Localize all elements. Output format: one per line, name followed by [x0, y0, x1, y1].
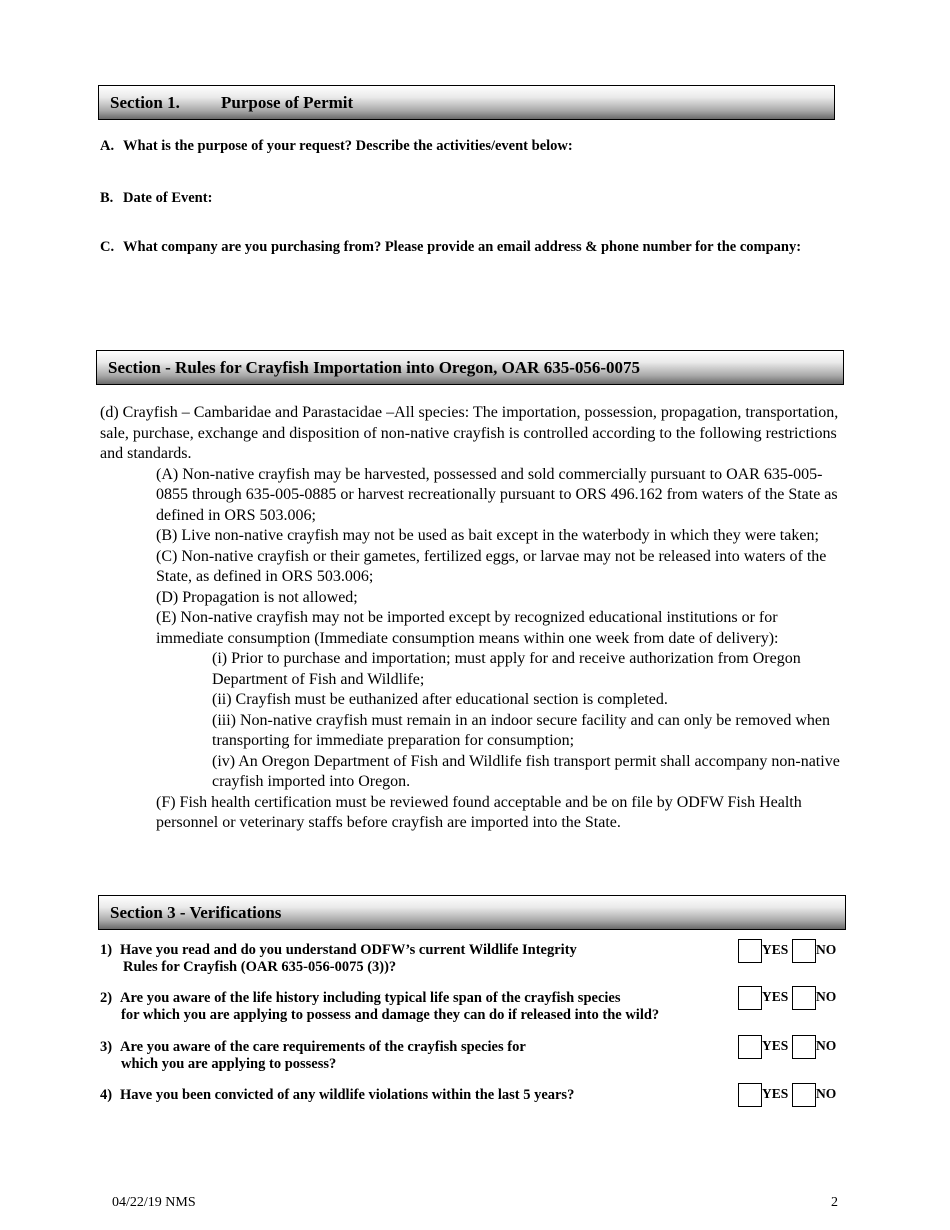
page-number: 2: [831, 1195, 838, 1210]
verification-3-line1: Are you aware of the care requirements of the crayfish species for: [120, 1039, 526, 1055]
verification-2-line2: for which you are applying to possess and damage they can do if released into the wild?: [121, 1007, 660, 1023]
rules-body: [100, 403, 848, 834]
no-label: NO: [816, 1038, 837, 1053]
question-c-letter: C.: [100, 239, 115, 255]
question-c: [100, 239, 801, 256]
yes-checkbox[interactable]: [738, 986, 762, 1010]
verification-1-line1: Have you read and do you understand ODFW’s current Wildlife Integrity: [120, 942, 577, 958]
question-a: [100, 138, 573, 155]
section3-title: Section 3 - Verifications: [110, 903, 282, 922]
verification-2-number: 2): [100, 990, 113, 1006]
question-c-text: What company are you purchasing from? Please provide an email address & phone number for the company:: [123, 239, 802, 255]
question-b: [100, 190, 212, 207]
rule-sub-iii: (iii) Non-native crayfish must remain in an indoor secure facility and can only be removed when transporting for immediate preparation for consumption;: [212, 711, 831, 749]
section3-header: [98, 895, 846, 930]
yes-label: YES: [762, 942, 789, 957]
no-checkbox[interactable]: [792, 1083, 816, 1107]
no-checkbox[interactable]: [792, 939, 816, 963]
footer-date: 04/22/19 NMS: [112, 1195, 196, 1210]
verification-1-number: 1): [100, 942, 113, 958]
yes-label: YES: [762, 989, 789, 1004]
verification-1-line2: Rules for Crayfish (OAR 635-056-0075 (3))?: [123, 959, 397, 975]
yes-label: YES: [762, 1086, 789, 1101]
rule-item-d: (D) Propagation is not allowed;: [156, 588, 358, 606]
verification-3-number: 3): [100, 1039, 113, 1055]
question-a-text: What is the purpose of your request? Describe the activities/event below:: [123, 138, 573, 154]
yes-checkbox[interactable]: [738, 1035, 762, 1059]
rule-item-e: (E) Non-native crayfish may not be imported except by recognized educational institutions or for immediate consumption (Immediate consumption means within one week from date of delivery):: [156, 609, 779, 647]
verification-question-1: [100, 942, 577, 976]
verification-question-2: [100, 990, 659, 1024]
rules-intro: (d) Crayfish – Cambaridae and Parastacidae –All species: The importation, possession, propagation, transportation, sale, purchase, exchange and disposition of non-native crayfish is controlled according to the following restrictions and standards.: [100, 404, 839, 462]
rule-sub-ii: (ii) Crayfish must be euthanized after educational section is completed.: [212, 691, 668, 708]
rules-section-header: [96, 350, 844, 385]
section1-header: [98, 85, 835, 120]
rule-item-a: (A) Non-native crayfish may be harvested, possessed and sold commercially pursuant to OAR 635-005-0855 through 635-005-0885 or harvest recreationally pursuant to ORS 496.162 from waters of the State as defined in ORS 503.006;: [156, 465, 838, 524]
section1-title: Purpose of Permit: [221, 93, 354, 112]
verification-question-4: [100, 1087, 574, 1104]
rule-item-c: (C) Non-native crayfish or their gametes, fertilized eggs, or larvae may not be released into waters of the State, as defined in ORS 503.006;: [156, 547, 827, 585]
yes-checkbox[interactable]: [738, 1083, 762, 1107]
no-checkbox[interactable]: [792, 986, 816, 1010]
no-label: NO: [816, 989, 837, 1004]
verification-4-number: 4): [100, 1087, 113, 1103]
yes-checkbox[interactable]: [738, 939, 762, 963]
question-a-letter: A.: [100, 138, 115, 154]
rule-sub-i: (i) Prior to purchase and importation; must apply for and receive authorization from Oregon Department of Fish and Wildlife;: [212, 650, 801, 688]
rule-item-b: (B) Live non-native crayfish may not be used as bait except in the waterbody in which they were taken;: [156, 527, 819, 544]
question-b-letter: B.: [100, 190, 114, 206]
verification-3-line2: which you are applying to possess?: [121, 1056, 337, 1072]
verification-2-line1: Are you aware of the life history including typical life span of the crayfish species: [120, 990, 621, 1006]
verification-question-3: [100, 1039, 526, 1073]
rule-sub-iv: (iv) An Oregon Department of Fish and Wildlife fish transport permit shall accompany non-native crayfish imported into Oregon.: [212, 752, 840, 790]
question-b-text: Date of Event:: [123, 190, 213, 206]
verification-4-line1: Have you been convicted of any wildlife violations within the last 5 years?: [120, 1087, 575, 1103]
no-label: NO: [816, 942, 837, 957]
rule-item-f: (F) Fish health certification must be reviewed found acceptable and be on file by ODFW Fish Health personnel or veterinary staffs before crayfish are imported into the State.: [156, 793, 802, 831]
rules-section-title: Section - Rules for Crayfish Importation into Oregon, OAR 635-056-0075: [108, 358, 641, 377]
no-checkbox[interactable]: [792, 1035, 816, 1059]
yes-label: YES: [762, 1038, 789, 1053]
section1-number: Section 1.: [110, 93, 180, 112]
no-label: NO: [816, 1086, 837, 1101]
